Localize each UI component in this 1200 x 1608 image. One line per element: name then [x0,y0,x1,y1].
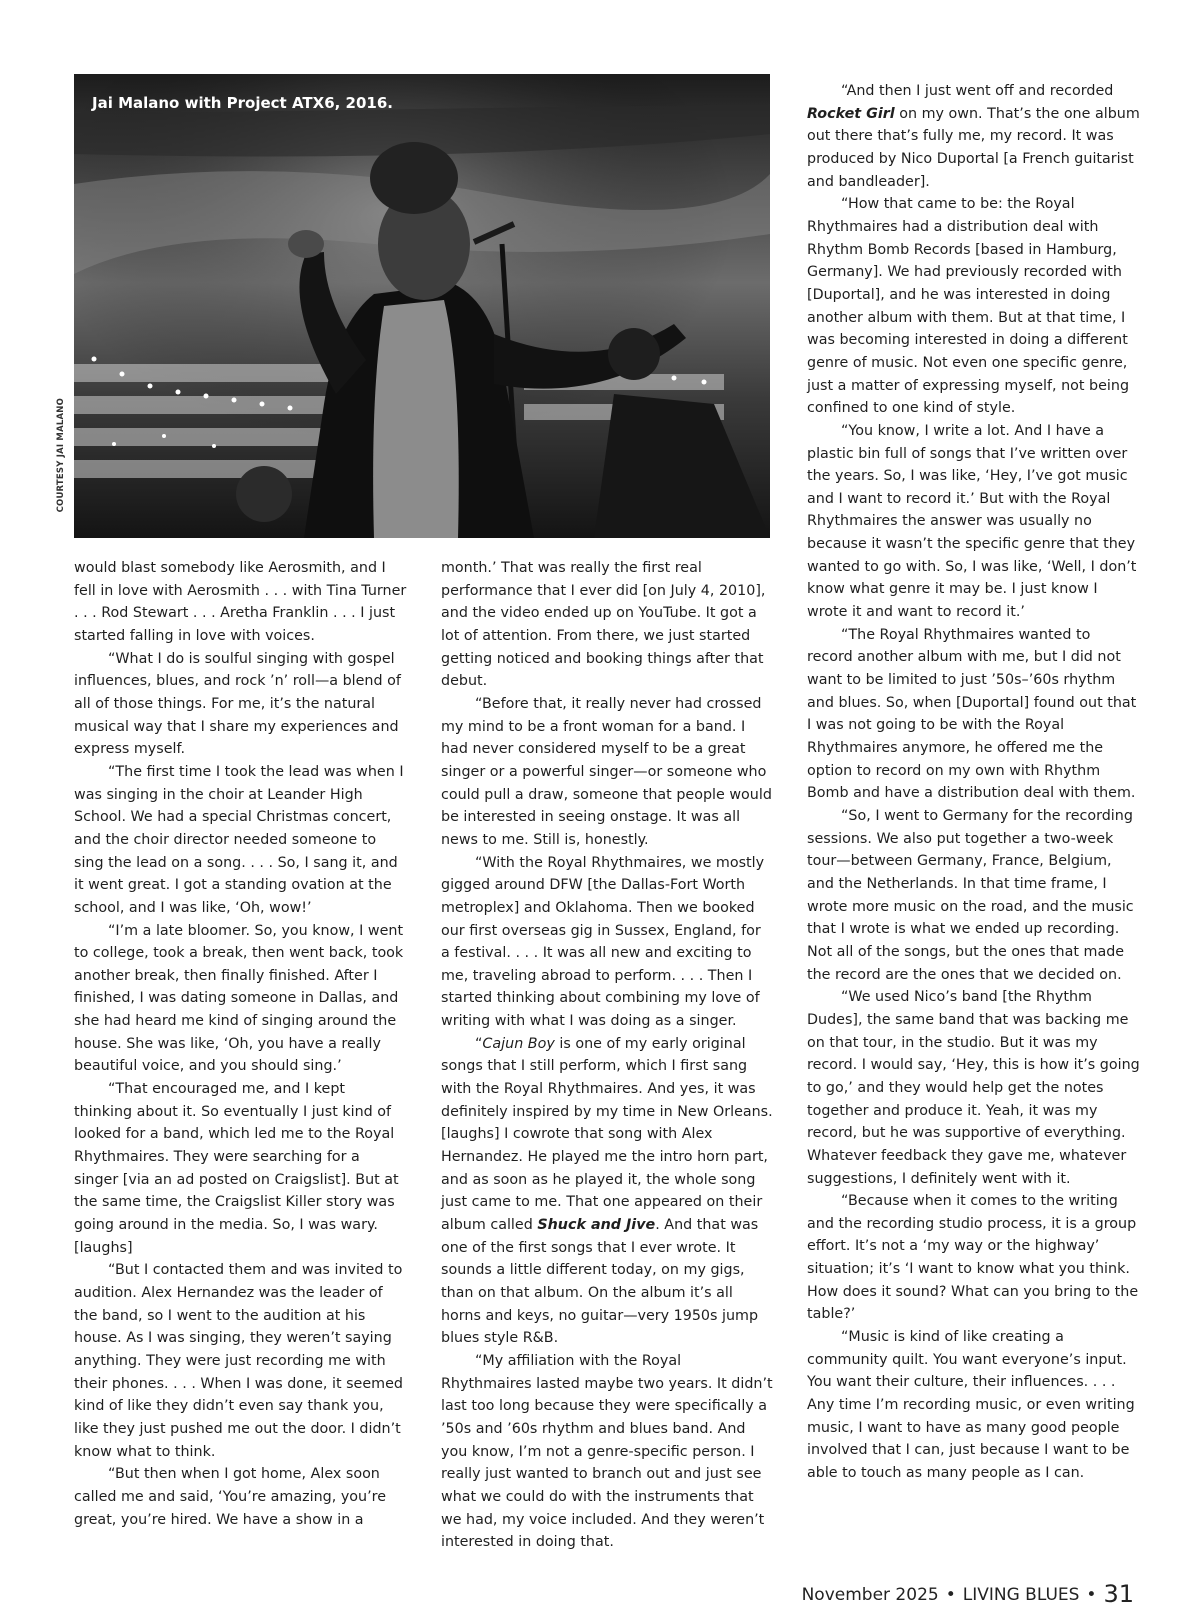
paragraph: “Music is kind of like creating a community quilt. You want everyone’s input. You want their culture, their influences. . . . Any time I’m recording music, or even writing music, I want to have as many good people involved that I can, just because I want to be able to touch as many people as I can. [807,1329,1135,1482]
separator-dot: • [1086,1585,1097,1605]
photo-artwork [74,74,770,538]
article-column-1 [74,557,407,1531]
text-run: “And then I just went off and recorded [841,83,1114,99]
paragraph: would blast somebody like Aerosmith, and I fell in love with Aerosmith . . . with Tina Turner . . . Rod Stewart . . . Aretha Franklin . . . I just started falling in love with voices. [74,560,407,644]
paragraph: “How that came to be: the Royal Rhythmaires had a distribution deal with Rhythm Bomb Records [based in Hamburg, Germany]. We had previously recorded with [Duportal], and he was interested in doing another album with them. But at that time, I was becoming interested in doing a different genre of music. Not even one specific genre, just a matter of expressing myself, not being confined to one kind of style. [807,196,1130,417]
photo-credit: COURTESY JAI MALANO [56,398,66,513]
paragraph: “But I contacted them and was invited to audition. Alex Hernandez was the leader of the band, so I went to the audition at his house. As I was singing, they weren’t saying anything. They were just recording me with their phones. . . . When I was done, it seemed kind of like they didn’t even say thank you, like they just pushed me out the door. I didn’t know what to think. [74,1262,403,1460]
article-column-2 [441,557,774,1554]
paragraph: “My affiliation with the Royal Rhythmaires lasted maybe two years. It didn’t last too long because they were specifically a ’50s and ’60s rhythm and blues band. And you know, I’m not a genre-specific person. I really just wanted to branch out and just see what we could do with the instruments that we had, my voice included. And they weren’t interested in doing that. [441,1352,773,1551]
paragraph: “The Royal Rhythmaires wanted to record another album with me, but I did not want to be limited to just ’50s–’60s rhythm and blues. So, when [Duportal] found out that I was not going to be with the Royal Rhythmaires anymore, he offered me the option to record on my own with Rhythm Bomb and have a distribution deal with them. [807,626,1137,802]
paragraph: “That encouraged me, and I kept thinking about it. So eventually I just kind of looked for a band, which led me to the Royal Rhythmaires. They were searching for a singer [via an ad posted on Craigslist]. But at the same time, the Craigslist Killer story was going around in the media. So, I was wary. [laughs] [74,1081,399,1256]
paragraph: “What I do is soulful singing with gospel influences, blues, and rock ’n’ roll—a blend of all of those things. For me, it’s the natural musical way that I share my experiences and express myself. [74,650,401,758]
text-run: on my own. That’s the one album out there that’s fully me, my record. It was produced by Nico Duportal [a French guitarist and bandleader]. [807,105,1140,190]
magazine-name: LIVING BLUES [962,1585,1080,1605]
issue-date: November 2025 [801,1585,939,1605]
text-run: is one of my early original songs that I still perform, which I first sang with the Royal Rhythmaires. And yes, it was definitely inspired by my time in New Orleans. [laughs] I cowrote that song with Alex Hernandez. He played me the intro horn part, and as soon as he played it, the whole song just came to me. That one appeared on their album called [441,1035,773,1234]
paragraph: “Before that, it really never had crossed my mind to be a front woman for a band. I had never considered myself to be a great singer or a powerful singer—or someone who could pull a draw, someone that people would be interested in seeing onstage. It was all news to me. Still is, honestly. [441,695,772,848]
separator-dot: • [945,1585,956,1605]
text-run: “ [475,1035,483,1052]
paragraph: “You know, I write a lot. And I have a plastic bin full of songs that I’ve written over the years. So, I was like, ‘Hey, I’ve got music and I want to record it.’ But with the Royal Rhythmaires the answer was usually no because it wasn’t the specific genre that they wanted to go with. So, I was like, ‘Well, I don’t know what genre it may be. I just know I wrote it and want to record it.’ [807,422,1137,621]
album-title: Shuck and Jive [537,1217,656,1234]
article-column-3 [807,80,1140,1485]
paragraph: “But then when I got home, Alex soon called me and said, ‘You’re amazing, you’re great, you’re hired. We have a show in a [74,1466,386,1528]
paragraph: “So, I went to Germany for the recording sessions. We also put together a two-week tour—between Germany, France, Belgium, and the Netherlands. In that time frame, I wrote more music on the road, and the music that I wrote is what we ended up recording. Not all of the songs, but the ones that made the record are the ones that we decided on. [807,808,1134,983]
paragraph: “Because when it comes to the writing and the recording studio process, it is a group effort. It’s not a ‘my way or the highway’ situation; it’s ‘I want to know what you think. How does it sound? What can you bring to the table?’ [807,1193,1139,1323]
paragraph: “I’m a late bloomer. So, you know, I went to college, took a break, then went back, took another break, then finally finished. After I finished, I was dating someone in Dallas, and she had heard me kind of singing around the house. She was like, ‘Oh, you have a really beautiful voice, and you should sing.’ [74,922,404,1075]
page-number: 31 [1103,1580,1134,1608]
paragraph: “The first time I took the lead was when I was singing in the choir at Leander High School. We had a special Christmas concert, and the choir director needed someone to sing the lead on a song. . . . So, I sang it, and it went great. I got a standing ovation at the school, and I was like, ‘Oh, wow!’ [74,763,404,916]
paragraph: “With the Royal Rhythmaires, we mostly gigged around DFW [the Dallas-Fort Worth metroplex] and Oklahoma. Then we booked our first overseas gig in Sussex, England, for a festival. . . . It was all new and exciting to me, traveling abroad to perform. . . . Then I started thinking about combining my love of writing with what I was doing as a singer. [441,854,765,1030]
paragraph [807,80,1140,193]
paragraph: “We used Nico’s band [the Rhythm Dudes], the same band that was backing me on that tour, in the studio. But it was my record. I would say, ‘Hey, this is how it’s going to go,’ and they would help get the notes together and produce it. Yeah, it was my record, but he was supportive of everything. Whatever feedback they gave me, whatever suggestions, I definitely went with it. [807,989,1140,1187]
paragraph: month.’ That was really the first real performance that I ever did [on July 4, 2010], and the video ended up on YouTube. It got a lot of attention. From there, we just started getting noticed and booking things after that debut. [441,560,766,690]
paragraph [441,1033,774,1350]
album-title: Rocket Girl [807,105,895,122]
page-footer [802,1580,1134,1608]
song-title: Cajun Boy [482,1035,555,1052]
text-run: . And that was one of the first songs that I ever wrote. It sounds a little different today, on my gigs, than on that album. On the album it’s all horns and keys, no guitar—very 1950s jump blues style R&B. [441,1217,759,1347]
concert-photo [74,74,770,538]
photo-caption: Jai Malano with Project ATX6, 2016. [92,94,393,112]
